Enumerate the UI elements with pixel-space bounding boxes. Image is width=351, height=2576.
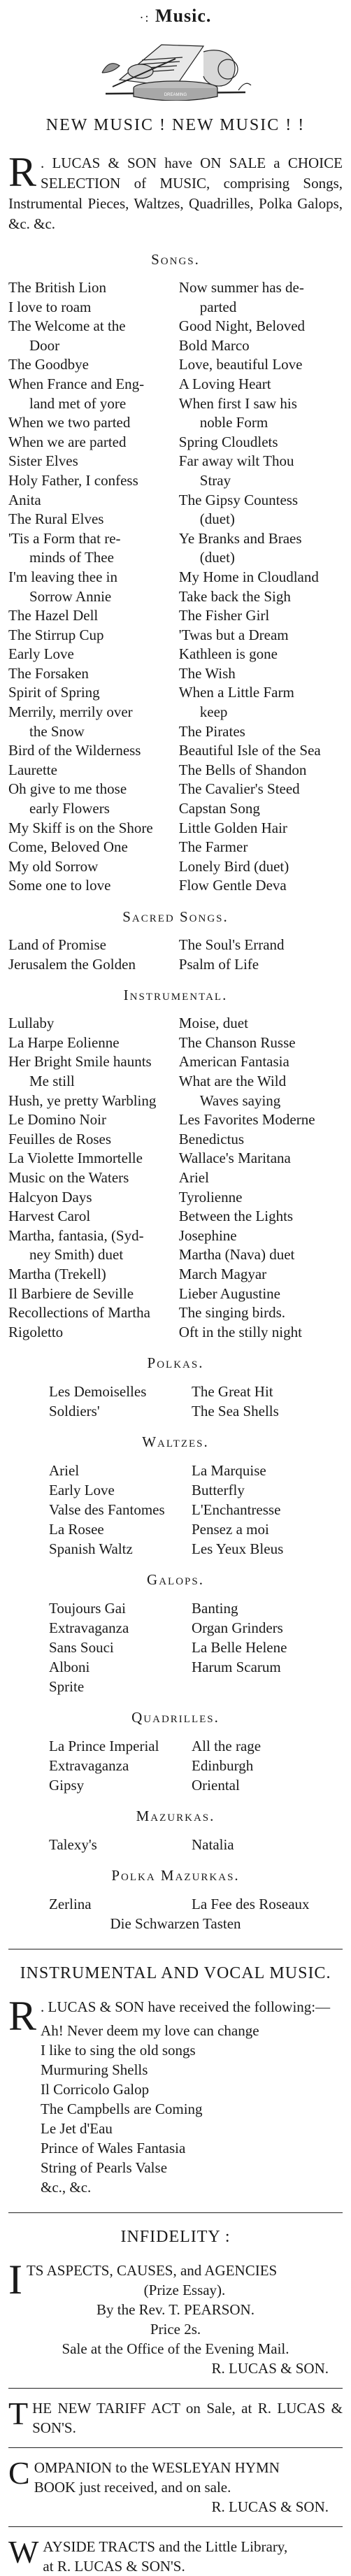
list-item: ney Smith) duet — [29, 1246, 124, 1264]
list-item: La Fee des Roseaux — [192, 1896, 310, 1913]
divider — [8, 2388, 343, 2389]
list-item: When first I saw his — [178, 394, 297, 412]
list-item: Extravaganza — [49, 1757, 129, 1775]
waltzes-list — [49, 1461, 343, 1559]
list-item: Oft in the stilly night — [178, 1323, 302, 1340]
list-item: Lullaby — [8, 1015, 55, 1032]
list-item: &c., &c. — [41, 2179, 92, 2196]
mazurkas-title: Mazurkas. — [136, 1808, 215, 1825]
mazurkas-left-col — [49, 1835, 192, 1854]
infidelity-dropcap: I — [8, 2256, 22, 2303]
list-item: Anita — [8, 491, 41, 508]
list-item: Now summer has de- — [178, 279, 304, 296]
list-item: Extravaganza — [49, 1619, 129, 1637]
list-item: Recollections of Martha — [8, 1304, 150, 1322]
list-item: Sprite — [49, 1678, 85, 1696]
list-item: Benedictus — [178, 1130, 245, 1147]
tariff-text: HE NEW TARIFF ACT on Sale, at R. LUCAS & SON'S. — [32, 2400, 343, 2437]
headline: NEW MUSIC ! NEW MUSIC ! ! — [45, 116, 306, 134]
list-item: Good Night, Beloved — [178, 317, 306, 335]
polka-mazurkas-list — [49, 1894, 343, 1914]
list-item: My Skiff is on the Shore — [8, 819, 153, 836]
list-item: My old Sorrow — [8, 857, 99, 875]
list-item: Josephine — [178, 1226, 237, 1244]
galops-title: Galops. — [147, 1571, 204, 1589]
list-item: I love to roam — [8, 298, 92, 315]
list-item: Feuilles de Roses — [8, 1130, 111, 1147]
sacred-songs-title: Sacred Songs. — [122, 908, 229, 925]
quadrilles-title: Quadrilles. — [131, 1709, 220, 1726]
list-item: Ye Branks and Braes — [178, 529, 302, 547]
infidelity-line5: Sale at the Office of the Evening Mail. — [62, 2340, 289, 2358]
list-item: Natalia — [192, 1836, 234, 1854]
list-item: Harvest Carol — [8, 1208, 91, 1225]
polka-mazurkas-right-col — [192, 1894, 310, 1914]
intro-dropcap: R — [8, 149, 37, 195]
quadrilles-list — [49, 1736, 343, 1795]
list-item: Lonely Bird (duet) — [178, 857, 289, 875]
list-item: Les Favorites Moderne — [178, 1111, 315, 1129]
list-item: La Harpe Eolienne — [8, 1033, 120, 1051]
list-item: Flow Gentle Deva — [178, 877, 287, 894]
wayside-line2: at R. LUCAS & SON'S. — [43, 2558, 185, 2575]
list-item: Oh give to me those — [8, 780, 127, 798]
list-item: La Marquise — [192, 1462, 266, 1480]
galops-left-col — [49, 1598, 192, 1696]
list-item: Les Yeux Bleus — [192, 1540, 284, 1558]
list-item: La Belle Helene — [192, 1639, 287, 1656]
instrumental-title: Instrumental. — [123, 987, 228, 1004]
polka-mazurkas-left-col — [49, 1894, 192, 1914]
infidelity-paragraph — [8, 2256, 343, 2359]
list-item: Talexy's — [49, 1836, 97, 1854]
list-item: The Hazel Dell — [8, 607, 99, 624]
list-item: Her Bright Smile haunts — [8, 1053, 152, 1071]
list-item: the Snow — [29, 722, 85, 740]
songs-list — [8, 278, 343, 896]
list-item: Murmuring Shells — [41, 2061, 148, 2079]
list-item: Jerusalem the Golden — [8, 955, 136, 973]
music-instruments-engraving — [99, 31, 252, 101]
list-item: keep — [199, 703, 228, 721]
list-item: The Stirrup Cup — [8, 626, 104, 643]
companion-line1: OMPANION to the WESLEYAN HYMN — [34, 2459, 280, 2477]
infidelity-line2: (Prize Essay). — [143, 2282, 226, 2299]
polkas-title: Polkas. — [147, 1354, 204, 1372]
infidelity-line1: TS ASPECTS, CAUSES, and AGENCIES — [26, 2262, 278, 2280]
list-item: Sans Souci — [49, 1639, 114, 1656]
tariff-dropcap: T — [8, 2396, 29, 2432]
list-item: Valse des Fantomes — [49, 1501, 165, 1519]
list-item: Me still — [29, 1072, 75, 1089]
list-item: I like to sing the old songs — [41, 2042, 196, 2059]
list-item: Laurette — [8, 761, 57, 778]
instrumental-left-col — [8, 1014, 172, 1342]
intro-paragraph — [8, 149, 343, 234]
mazurkas-list — [49, 1835, 343, 1854]
list-item: The Wish — [178, 664, 236, 682]
list-item: parted — [199, 298, 237, 315]
list-item: Il Barbiere de Seville — [8, 1285, 134, 1302]
list-item: The Campbells are Coming — [41, 2101, 203, 2118]
list-item: La Rosee — [49, 1521, 104, 1538]
divider — [8, 2212, 343, 2213]
list-item: Kathleen is gone — [178, 645, 278, 663]
galops-list — [49, 1598, 343, 1696]
section-header — [8, 6, 343, 27]
list-item: The Chanson Russe — [178, 1033, 296, 1051]
list-item: Bird of the Wilderness — [8, 742, 141, 759]
list-item: I'm leaving thee in — [8, 568, 117, 585]
list-item: What are the Wild — [178, 1072, 287, 1089]
list-item: When we are parted — [8, 433, 127, 450]
list-item: The Bells of Shandon — [178, 761, 307, 778]
list-item: Organ Grinders — [192, 1619, 283, 1637]
list-item: early Flowers — [29, 800, 110, 817]
galops-right-col — [192, 1598, 287, 1696]
list-item: Edinburgh — [192, 1757, 254, 1775]
list-item: Soldiers' — [49, 1403, 100, 1420]
tariff-notice — [8, 2398, 343, 2438]
list-item: Halcyon Days — [8, 1188, 92, 1205]
list-item: The Forsaken — [8, 664, 89, 682]
divider — [8, 2447, 343, 2448]
instr-vocal-title: INSTRUMENTAL AND VOCAL MUSIC. — [20, 1964, 331, 1983]
list-item: Merrily, merrily over — [8, 703, 133, 721]
list-item: Sorrow Annie — [29, 587, 112, 605]
instr-vocal-dropcap: R — [8, 1993, 37, 2040]
list-item: Little Golden Hair — [178, 819, 287, 836]
list-item: The Farmer — [178, 838, 248, 856]
list-item: Holy Father, I confess — [8, 471, 138, 489]
instr-vocal-text: . LUCAS & SON have received the following:— — [41, 1998, 331, 2016]
list-item: Banting — [192, 1600, 238, 1617]
list-item: March Magyar — [178, 1265, 267, 1282]
sacred-right-col — [179, 936, 343, 974]
list-item: The Soul's Errand — [178, 936, 285, 953]
list-item: A Loving Heart — [178, 375, 271, 392]
list-item: Ariel — [49, 1462, 80, 1480]
polkas-left-col — [49, 1382, 192, 1421]
list-item: Love, beautiful Love — [178, 356, 303, 373]
companion-line2: BOOK just received, and on sale. — [34, 2479, 231, 2496]
list-item: Zerlina — [49, 1896, 92, 1913]
companion-notice — [8, 2455, 343, 2497]
list-item: (duet) — [199, 549, 235, 566]
list-item: La Violette Immortelle — [8, 1150, 143, 1167]
list-item: Early Love — [49, 1482, 115, 1499]
polka-mazurkas-title: Polka Mazurkas. — [111, 1867, 240, 1884]
list-item: When a Little Farm — [178, 684, 294, 701]
list-item: Take back the Sigh — [178, 587, 291, 605]
waltzes-right-col — [192, 1461, 283, 1559]
list-item: Music on the Waters — [8, 1168, 129, 1186]
list-item: The Great Hit — [192, 1383, 273, 1401]
list-item: Far away wilt Thou — [178, 452, 294, 470]
list-item: When France and Eng- — [8, 375, 145, 392]
list-item: Oriental — [192, 1777, 240, 1794]
polka-mazurka-last: Die Schwarzen Tasten — [110, 1915, 241, 1933]
list-item: Door — [29, 336, 60, 354]
list-item: Les Demoiselles — [49, 1383, 147, 1401]
header-title: Music. — [155, 6, 212, 26]
list-item: Il Corricolo Galop — [41, 2081, 150, 2098]
list-item: The British Lion — [8, 279, 106, 296]
list-item: Between the Lights — [178, 1208, 294, 1225]
list-item: Spanish Waltz — [49, 1540, 133, 1558]
list-item: minds of Thee — [29, 549, 114, 566]
list-item: Spring Cloudlets — [178, 433, 278, 450]
sacred-left-col — [8, 936, 172, 974]
list-item: Psalm of Life — [178, 955, 259, 973]
list-item: The Goodbye — [8, 356, 89, 373]
list-item: Lieber Augustine — [178, 1285, 280, 1302]
infidelity-title: INFIDELITY : — [120, 2228, 231, 2247]
instrumental-right-col — [179, 1014, 343, 1342]
list-item: Stray — [199, 471, 231, 489]
wayside-notice — [8, 2534, 343, 2576]
svg-text:DREAMING: DREAMING — [164, 93, 187, 97]
list-item: Land of Promise — [8, 936, 106, 953]
sacred-songs-list — [8, 936, 343, 974]
list-item: Martha (Nava) duet — [178, 1246, 295, 1264]
list-item: The Welcome at the — [8, 317, 126, 335]
divider — [8, 2526, 343, 2527]
waltzes-left-col — [49, 1461, 192, 1559]
list-item: The Gipsy Countess — [178, 491, 299, 508]
companion-dropcap: C — [8, 2455, 30, 2491]
list-item: Alboni — [49, 1659, 90, 1676]
list-item: Martha, fantasia, (Syd- — [8, 1226, 144, 1244]
list-item: Moise, duet — [178, 1015, 248, 1032]
list-item: The Pirates — [178, 722, 245, 740]
intro-text: . LUCAS & SON have ON SALE a CHOICE SELECTION of MUSIC, comprising Songs, Instrumental Pieces, Waltzes, Quadrilles, Polka Galops, &c. &c. — [8, 155, 343, 232]
infidelity-line4: Price 2s. — [150, 2321, 201, 2338]
list-item: My Home in Cloudland — [178, 568, 319, 585]
list-item: Sister Elves — [8, 452, 78, 470]
list-item: Le Jet d'Eau — [41, 2120, 113, 2138]
list-item: Beautiful Isle of the Sea — [178, 742, 321, 759]
mazurkas-right-col — [192, 1835, 234, 1854]
songs-right-col — [179, 278, 343, 896]
songs-left-col — [8, 278, 172, 896]
quadrilles-left-col — [49, 1736, 192, 1795]
list-item: The Sea Shells — [192, 1403, 279, 1420]
polkas-right-col — [192, 1382, 279, 1421]
infidelity-line3: By the Rev. T. PEARSON. — [96, 2301, 255, 2319]
list-item: Gipsy — [49, 1777, 85, 1794]
quadrilles-right-col — [192, 1736, 261, 1795]
list-item: Capstan Song — [178, 800, 260, 817]
list-item: Pensez a moi — [192, 1521, 269, 1538]
list-item: Wallace's Maritana — [178, 1150, 291, 1167]
list-item: When we two parted — [8, 414, 131, 431]
list-item: Le Domino Noir — [8, 1111, 106, 1129]
waltzes-title: Waltzes. — [142, 1433, 209, 1451]
wayside-line1: AYSIDE TRACTS and the Little Library, — [43, 2538, 288, 2556]
list-item: Come, Beloved One — [8, 838, 128, 856]
instr-vocal-items — [41, 2021, 343, 2197]
list-item: Spirit of Spring — [8, 684, 100, 701]
list-item: String of Pearls Valse — [41, 2159, 168, 2177]
list-item: Hush, ye pretty Warbling — [8, 1092, 157, 1109]
list-item: Rigoletto — [8, 1323, 64, 1340]
list-item: L'Enchantresse — [192, 1501, 281, 1519]
list-item: The Cavalier's Steed — [178, 780, 300, 798]
list-item: noble Form — [199, 414, 268, 431]
songs-title: Songs. — [151, 251, 200, 268]
list-item: land met of yore — [29, 394, 127, 412]
instrumental-list — [8, 1014, 343, 1342]
list-item: Bold Marco — [178, 336, 250, 354]
list-item: (duet) — [199, 510, 235, 528]
header-ornament: ·: — [139, 10, 150, 24]
list-item: Tyrolienne — [178, 1188, 243, 1205]
list-item: Martha (Trekell) — [8, 1265, 106, 1282]
list-item: Butterfly — [192, 1482, 245, 1499]
list-item: 'Tis a Form that re- — [8, 529, 121, 547]
list-item: Prince of Wales Fantasia — [41, 2140, 186, 2157]
list-item: Some one to love — [8, 877, 111, 894]
list-item: 'Twas but a Dream — [178, 626, 289, 643]
list-item: Harum Scarum — [192, 1659, 281, 1676]
wayside-dropcap: W — [8, 2534, 39, 2570]
infidelity-signature: R. LUCAS & SON. — [211, 2360, 329, 2377]
list-item: The Fisher Girl — [178, 607, 270, 624]
list-item: The Rural Elves — [8, 510, 104, 528]
list-item: Ah! Never deem my love can change — [41, 2022, 259, 2040]
list-item: Ariel — [178, 1168, 209, 1186]
list-item: American Fantasia — [178, 1053, 289, 1071]
list-item: Waves saying — [199, 1092, 281, 1109]
polkas-list — [49, 1382, 343, 1421]
companion-signature: R. LUCAS & SON. — [211, 2498, 329, 2516]
list-item: All the rage — [192, 1738, 262, 1755]
list-item: The singing birds. — [178, 1304, 286, 1322]
list-item: Toujours Gai — [49, 1600, 126, 1617]
list-item: Early Love — [8, 645, 74, 663]
list-item: La Prince Imperial — [49, 1738, 159, 1755]
